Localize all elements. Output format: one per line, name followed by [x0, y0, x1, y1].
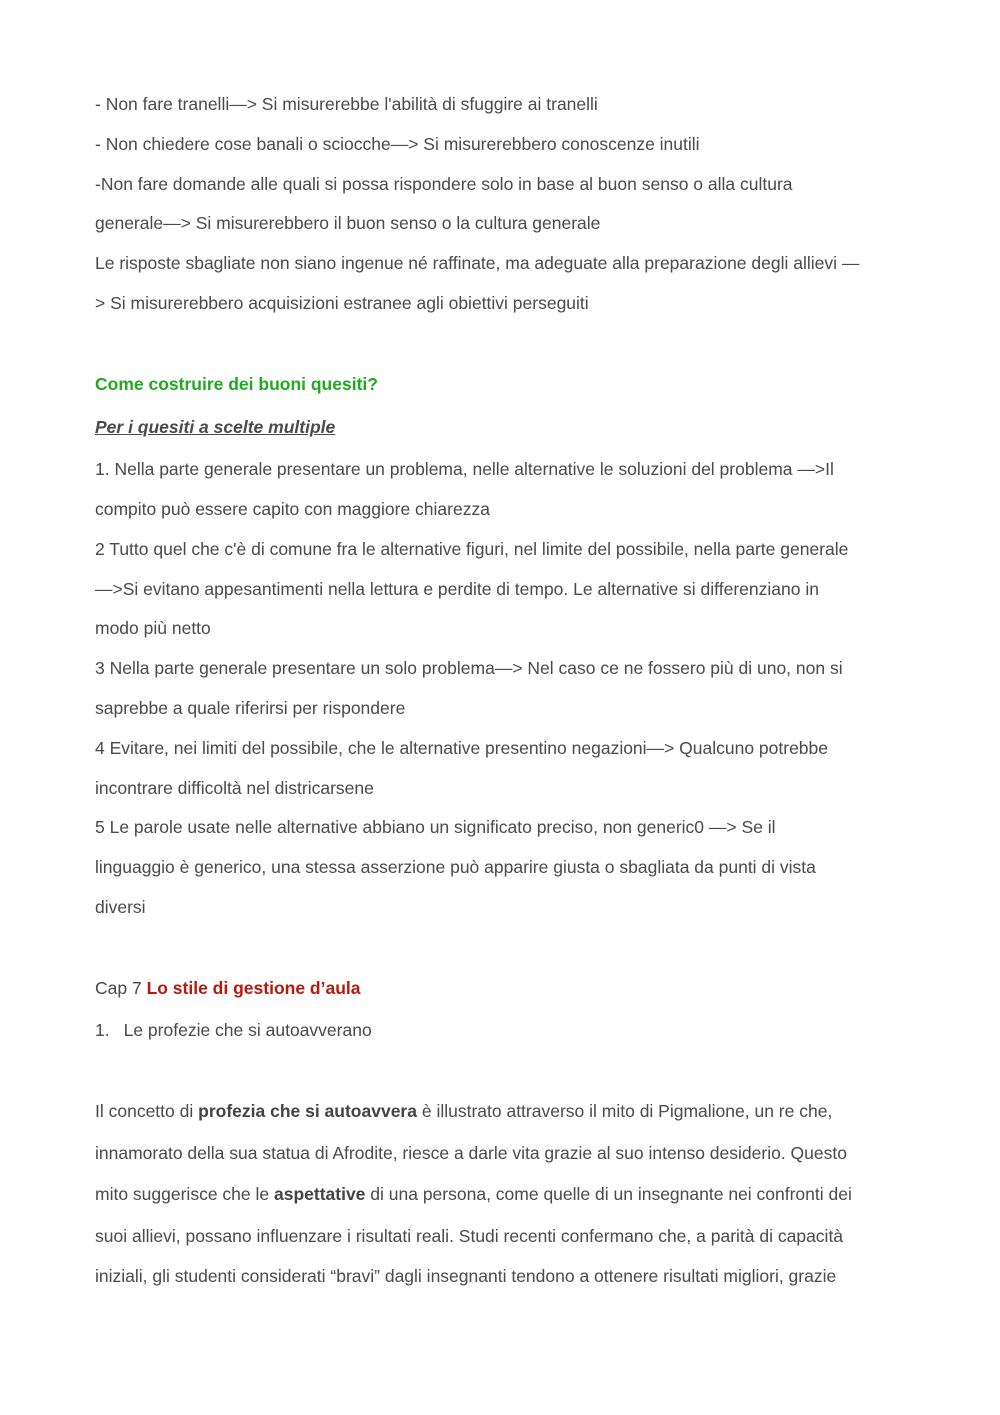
text-line: > Si misurerebbero acquisizioni estranee agli obiettivi perseguiti: [95, 293, 589, 313]
text-run: è illustrato attraverso il mito di Pigmalione, un re che,: [416, 1101, 833, 1121]
chapter-title: Lo stile di gestione d’aula: [146, 978, 361, 998]
text-line: innamorato della sua statua di Afrodite, riesce a darle vita grazie al suo intenso desiderio. Questo: [95, 1143, 847, 1163]
list-text: Le profezie che si autoavverano: [123, 1020, 372, 1040]
text-line: - Non chiedere cose banali o sciocche—> Si misurerebbero conoscenze inutili: [95, 134, 700, 154]
text-line: - Non fare tranelli—> Si misurerebbe l'abilità di sfuggire ai tranelli: [95, 94, 598, 114]
bold-term: aspettative: [273, 1184, 366, 1204]
text-line: 1. Nella parte generale presentare un problema, nelle alternative le soluzioni del problema —>Il: [95, 459, 834, 479]
text-line: compito può essere capito con maggiore chiarezza: [95, 499, 490, 519]
text-line: -Non fare domande alle quali si possa rispondere solo in base al buon senso o alla cultura: [95, 174, 793, 194]
list-number: 1.: [95, 1020, 110, 1040]
text-line: modo più netto: [95, 618, 211, 638]
text-run: Il concetto di: [95, 1101, 199, 1121]
subheading: Per i quesiti a scelte multiple: [95, 417, 336, 437]
text-line: Le risposte sbagliate non siano ingenue né raffinate, ma adeguate alla preparazione degli allievi —: [95, 253, 860, 273]
text-line: —>Si evitano appesantimenti nella lettura e perdite di tempo. Le alternative si differenziano in: [95, 579, 819, 599]
chapter-prefix: Cap 7: [95, 978, 147, 998]
text-line: 3 Nella parte generale presentare un solo problema—> Nel caso ce ne fossero più di uno, non si: [95, 658, 843, 678]
text-run: di una persona, come quelle di un insegnante nei confronti dei: [365, 1184, 852, 1204]
chapter-heading: [95, 976, 361, 1000]
text-line: 5 Le parole usate nelle alternative abbiano un significato preciso, non generic0 —> Se il: [95, 817, 776, 837]
text-run: mito suggerisce che le: [95, 1184, 274, 1204]
text-line: 4 Evitare, nei limiti del possibile, che le alternative presentino negazioni—> Qualcuno potrebbe: [95, 738, 829, 758]
list-item: [95, 1018, 372, 1042]
text-line: 2 Tutto quel che c'è di comune fra le alternative figuri, nel limite del possibile, nella parte generale: [95, 539, 849, 559]
text-line: iniziali, gli studenti considerati “bravi” dagli insegnanti tendono a ottenere risultati migliori, grazie: [95, 1266, 837, 1286]
section-heading: Come costruire dei buoni quesiti?: [95, 374, 378, 394]
bold-term: profezia che si autoavvera: [198, 1101, 417, 1121]
text-line: [95, 1182, 852, 1206]
text-line: generale—> Si misurerebbero il buon senso o la cultura generale: [95, 213, 601, 233]
text-line: suoi allievi, possano influenzare i risultati reali. Studi recenti confermano che, a parità di capacità: [95, 1226, 844, 1246]
text-line: saprebbe a quale riferirsi per rispondere: [95, 698, 406, 718]
text-line: diversi: [95, 897, 146, 917]
text-line: [95, 1099, 832, 1123]
text-line: incontrare difficoltà nel districarsene: [95, 778, 374, 798]
text-line: linguaggio è generico, una stessa asserzione può apparire giusta o sbagliata da punti di vista: [95, 857, 816, 877]
